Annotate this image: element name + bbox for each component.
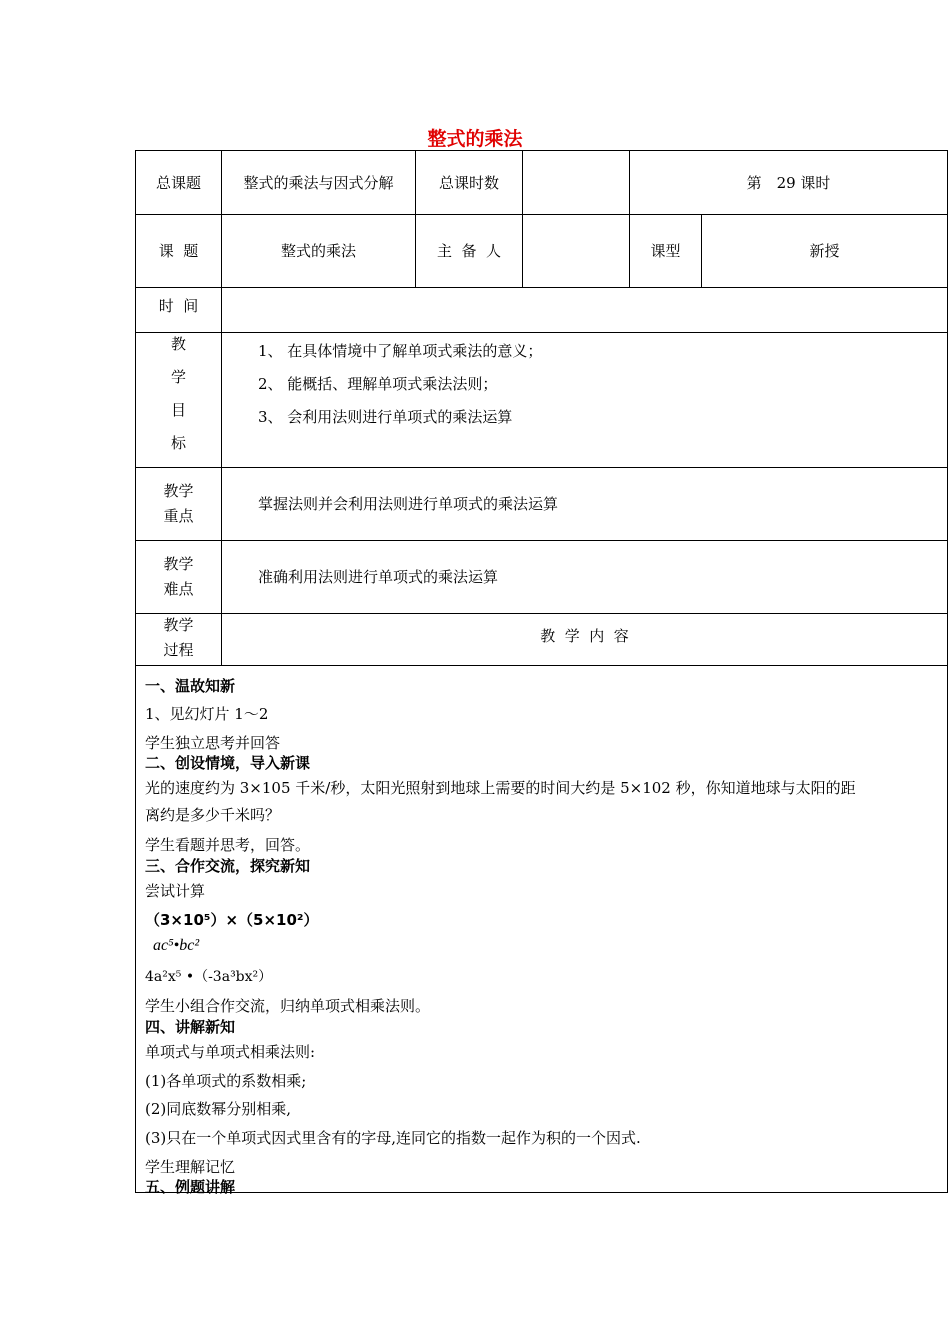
label-key-points: 教学 重点 bbox=[163, 482, 194, 525]
text-line: 1、见幻灯片 1～2 bbox=[145, 705, 269, 723]
objectives-list bbox=[258, 335, 542, 434]
document-title: 整式的乘法 bbox=[427, 128, 523, 150]
text-line: (3)只在一个单项式因式里含有的字母,连同它的指数一起作为积的一个因式. bbox=[145, 1129, 641, 1147]
math-expression: 4a²x⁵ •（-3a³bx²） bbox=[145, 969, 273, 985]
text-line: 单项式与单项式相乘法则: bbox=[145, 1043, 316, 1061]
difficulties-text: 准确利用法则进行单项式的乘法运算 bbox=[258, 568, 499, 586]
general-topic-value: 整式的乘法与因式分解 bbox=[243, 173, 394, 192]
preparer-value bbox=[523, 215, 629, 287]
text-line: 离约是多少千米吗？ bbox=[145, 806, 281, 824]
text-line: 学生看题并思考，回答。 bbox=[145, 836, 311, 854]
text-line: 尝试计算 bbox=[145, 882, 206, 900]
label-process: 教学 过程 bbox=[163, 616, 194, 659]
text-line: 学生小组合作交流，归纳单项式相乘法则。 bbox=[145, 997, 431, 1015]
time-value bbox=[222, 288, 947, 332]
section-heading: 三、合作交流，探究新知 bbox=[145, 857, 311, 875]
section-heading: 五、例题讲解 bbox=[145, 1178, 236, 1196]
label-total-hours: 总课时数 bbox=[438, 173, 499, 192]
text-line: (1)各单项式的系数相乘; bbox=[145, 1072, 307, 1090]
text-line: 学生理解记忆 bbox=[145, 1158, 236, 1176]
text-line: 光的速度约为 3×105 千米/秒，太阳光照射到地球上需要的时间大约是 5×102 秒，你知道地球与太阳的距 bbox=[145, 779, 856, 797]
total-hours-value bbox=[523, 151, 629, 214]
label-difficulties: 教学 难点 bbox=[163, 555, 194, 598]
key-points-text: 掌握法则并会利用法则进行单项式的乘法运算 bbox=[258, 495, 559, 513]
label-preparer: 主 备 人 bbox=[436, 242, 502, 260]
text-line: (2)同底数幂分别相乘, bbox=[145, 1100, 292, 1118]
label-lesson-type: 课型 bbox=[650, 242, 681, 260]
section-heading: 四、讲解新知 bbox=[145, 1018, 236, 1036]
text-line: 学生独立思考并回答 bbox=[145, 734, 281, 752]
section-heading: 二、创设情境，导入新课 bbox=[145, 754, 311, 772]
section-heading: 一、温故知新 bbox=[145, 677, 236, 695]
lesson-type-value: 新授 bbox=[809, 242, 840, 260]
topic-value: 整式的乘法 bbox=[280, 242, 356, 260]
label-topic: 课 题 bbox=[158, 242, 199, 260]
objective-item: 1、 在具体情境中了解单项式乘法的意义； bbox=[258, 342, 543, 360]
objective-item: 2、 能概括、理解单项式乘法法则； bbox=[258, 375, 498, 393]
label-general-topic: 总课题 bbox=[155, 173, 201, 192]
math-expression: ac⁵•bc² bbox=[153, 937, 200, 954]
process-header: 教 学 内 容 bbox=[540, 627, 629, 645]
math-expression: （3×10⁵）×（5×10²） bbox=[145, 911, 319, 929]
lesson-number: 第 29 课时 bbox=[746, 173, 831, 192]
label-time: 时 间 bbox=[158, 297, 199, 315]
objective-item: 3、 会利用法则进行单项式的乘法运算 bbox=[258, 408, 513, 426]
label-objectives: 教 学 目 标 bbox=[170, 335, 186, 452]
